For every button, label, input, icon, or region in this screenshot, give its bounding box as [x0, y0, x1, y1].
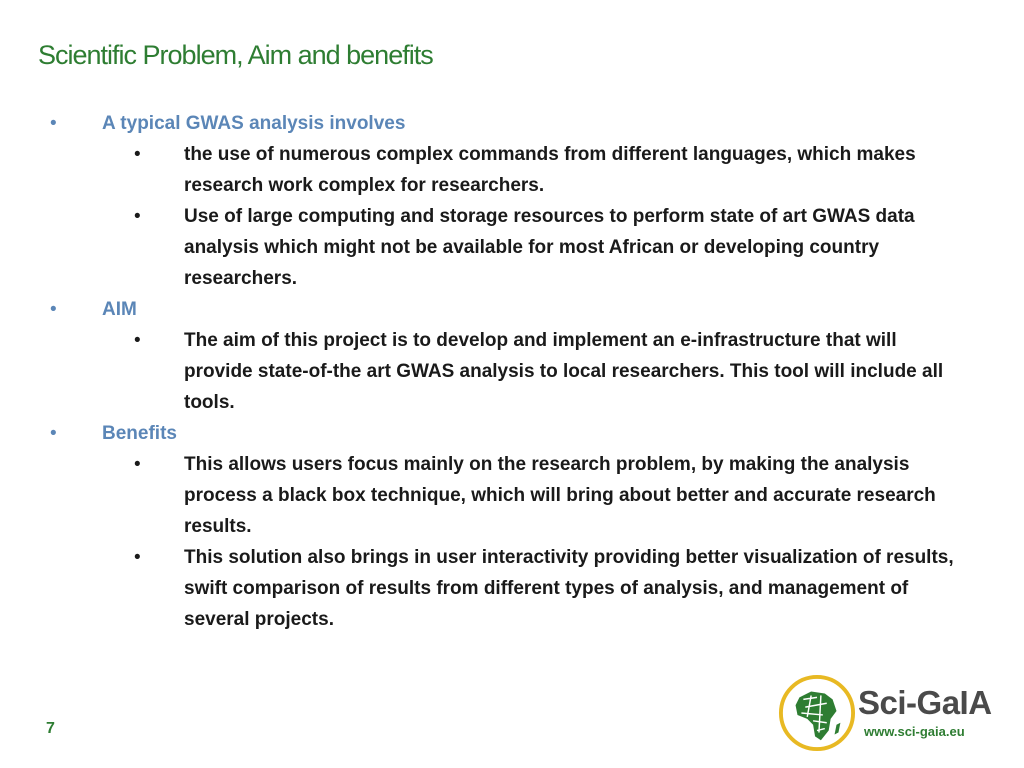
bullet-icon: • — [50, 113, 57, 134]
logo-name: Sci-GaIA — [858, 684, 992, 721]
bullet-heading-text: AIM — [102, 299, 137, 320]
bullet-icon: • — [134, 144, 141, 165]
slide-title: Scientific Problem, Aim and benefits — [38, 40, 433, 70]
bullet-icon: • — [134, 206, 141, 227]
slide-content — [50, 108, 970, 635]
bullet-icon: • — [134, 547, 141, 568]
bullet-item-text: This solution also brings in user interactivity providing better visualization of results, swift comparison of results from different types of analysis, and management of several projects. — [184, 547, 954, 630]
bullet-icon: • — [50, 299, 57, 320]
logo-url: www.sci-gaia.eu — [864, 724, 965, 739]
bullet-item — [50, 449, 970, 542]
bullet-icon: • — [134, 330, 141, 351]
bullet-item-text: Use of large computing and storage resources to perform state of art GWAS data analysis which might not be available for most African or developing country researchers. — [184, 206, 915, 289]
bullet-item — [50, 201, 970, 294]
bullet-icon: • — [134, 454, 141, 475]
bullet-item — [50, 139, 970, 201]
bullet-item-text: This allows users focus mainly on the research problem, by making the analysis process a black box technique, which will bring about better and accurate research results. — [184, 454, 936, 537]
page-number: 7 — [46, 720, 55, 737]
bullet-heading — [50, 108, 970, 139]
bullet-item — [50, 325, 970, 418]
africa-globe-icon — [778, 674, 856, 752]
bullet-item-text: the use of numerous complex commands from different languages, which makes research work complex for researchers. — [184, 144, 916, 196]
bullet-heading — [50, 418, 970, 449]
sci-gaia-logo — [778, 674, 1008, 754]
bullet-item-text: The aim of this project is to develop and implement an e-infrastructure that will provide state-of-the art GWAS analysis to local researchers. This tool will include all tools. — [184, 330, 944, 413]
bullet-heading-text: Benefits — [102, 423, 177, 444]
bullet-icon: • — [50, 423, 57, 444]
bullet-heading-text: A typical GWAS analysis involves — [102, 113, 406, 134]
bullet-heading — [50, 294, 970, 325]
bullet-item — [50, 542, 970, 635]
